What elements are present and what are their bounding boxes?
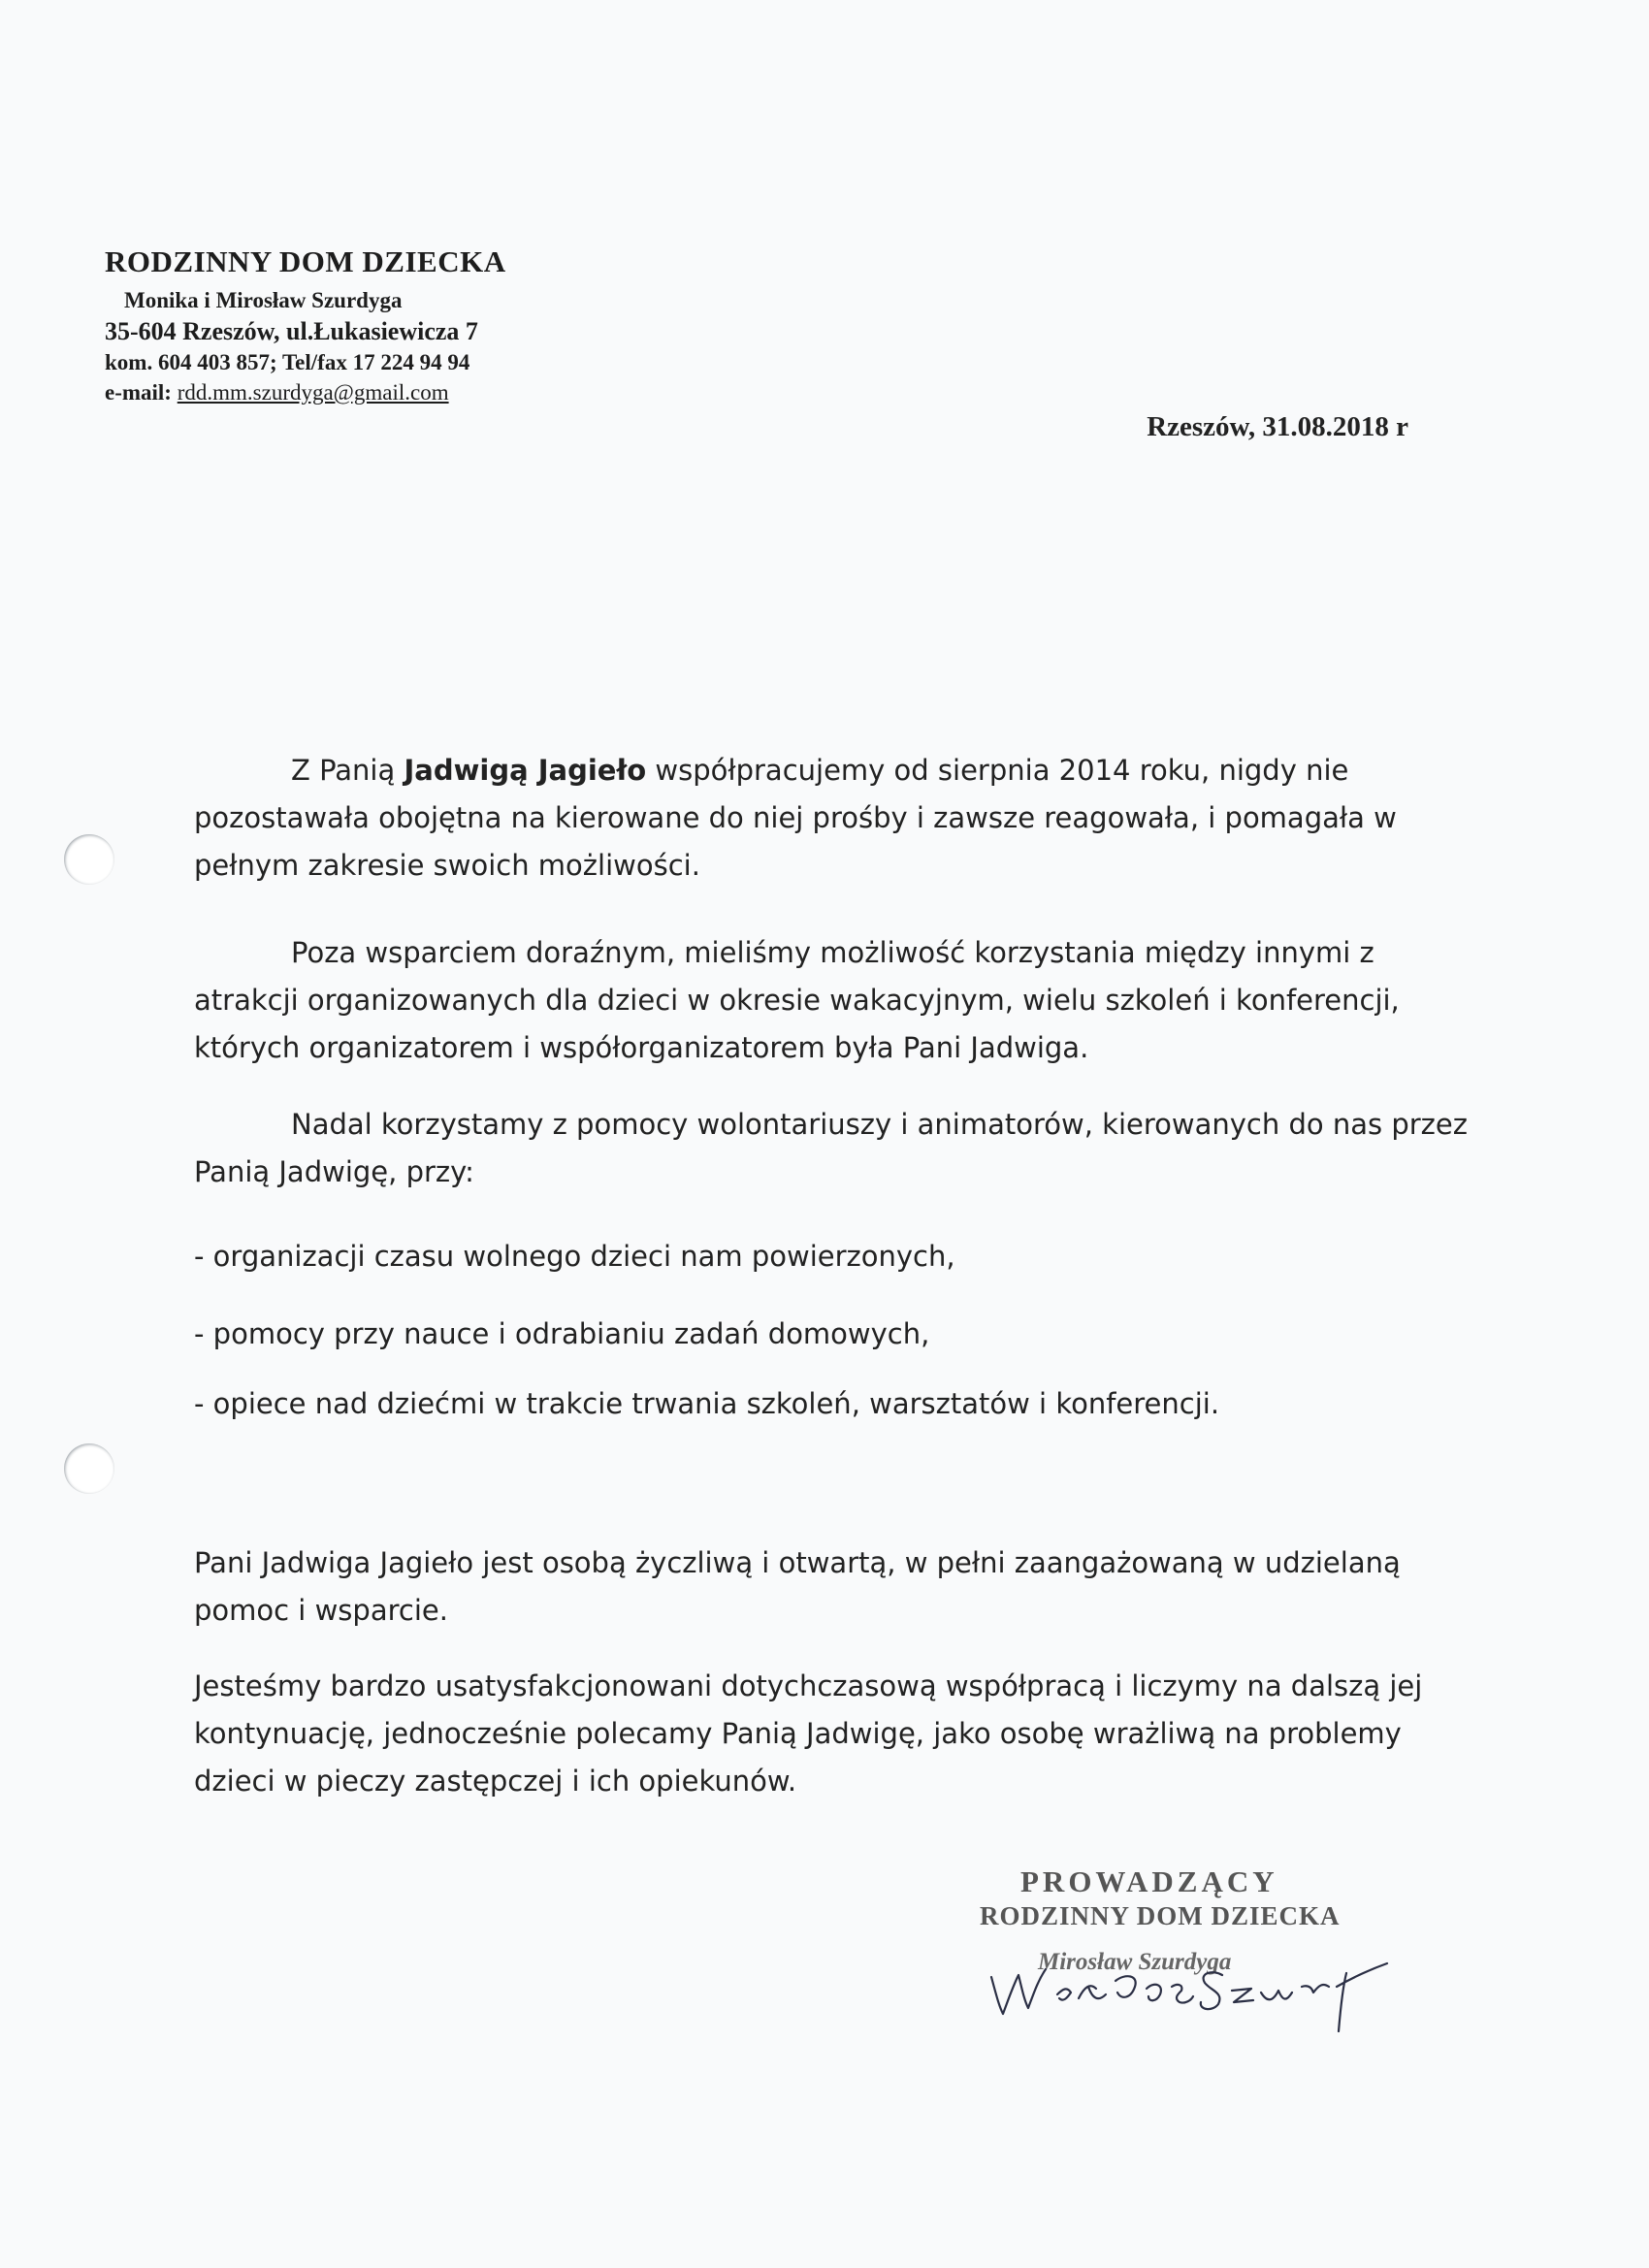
- paragraph-5-text: Jesteśmy bardzo usatysfakcjonowani dotychczasową współpracą i liczymy na dalszą jej kontynuację, jednocześnie polecamy Panią Jadwigę, jako osobę wrażliwą na problemy dzieci w pieczy zastępczej i ich opiekunów.: [194, 1669, 1423, 1798]
- sender-email-line: [105, 377, 506, 407]
- sender-address: 35-604 Rzeszów, ul.Łukasiewicza 7: [105, 317, 478, 345]
- punch-hole-top: [64, 834, 114, 885]
- paragraph-5: [194, 1663, 1474, 1805]
- paragraph-1-rest: współpracujemy od sierpnia 2014 roku, nigdy nie pozostawała obojętna na kierowane do niej prośby i zawsze reagowała, i pomagała w pełnym zakresie swoich możliwości.: [194, 754, 1397, 882]
- paragraph-1: [194, 747, 1474, 890]
- sender-header: [105, 244, 506, 407]
- email-link[interactable]: rdd.mm.szurdyga@gmail.com: [177, 380, 449, 405]
- stamp-line-3: Mirosław Szurdyga: [1038, 1949, 1232, 1975]
- punch-hole-bottom: [64, 1443, 114, 1494]
- list-item: - opiece nad dziećmi w trakcie trwania szkoleń, warsztatów i konferencji.: [194, 1387, 1220, 1420]
- list-item: - organizacji czasu wolnego dzieci nam powierzonych,: [194, 1240, 955, 1273]
- list-item: - pomocy przy nauce i odrabianiu zadań domowych,: [194, 1317, 930, 1350]
- paragraph-1-name: Jadwigą Jagieło: [404, 754, 647, 787]
- paragraph-3: [194, 1101, 1474, 1196]
- stamp-line-1: PROWADZĄCY: [1020, 1864, 1278, 1898]
- sender-names: Monika i Mirosław Szurdyga: [124, 288, 403, 312]
- sender-phones: kom. 604 403 857; Tel/fax 17 224 94 94: [105, 350, 470, 374]
- handwritten-signature: [970, 1930, 1397, 2037]
- paragraph-4: [194, 1539, 1474, 1635]
- email-label: e-mail:: [105, 380, 172, 405]
- paragraph-2-text: Poza wsparciem doraźnym, mieliśmy możliwość korzystania między innymi z atrakcji organizowanych dla dzieci w okresie wakacyjnym, wielu szkoleń i konferencji, których organizatorem i współorganizatorem była Pani Jadwiga.: [194, 936, 1400, 1064]
- sender-title: RODZINNY DOM DZIECKA: [105, 244, 506, 278]
- paragraph-1-start: Z Panią: [291, 754, 396, 787]
- stamp-line-2: RODZINNY DOM DZIECKA: [980, 1901, 1341, 1930]
- paragraph-3-text: Nadal korzystamy z pomocy wolontariuszy i animatorów, kierowanych do nas przez Panią Jadwigę, przy:: [194, 1108, 1468, 1188]
- paragraph-2: [194, 929, 1474, 1072]
- paragraph-4-text: Pani Jadwiga Jagieło jest osobą życzliwą i otwartą, w pełni zaangażowaną w udzielaną pomoc i wsparcie.: [194, 1546, 1401, 1627]
- date-line: Rzeszów, 31.08.2018 r: [1147, 411, 1408, 442]
